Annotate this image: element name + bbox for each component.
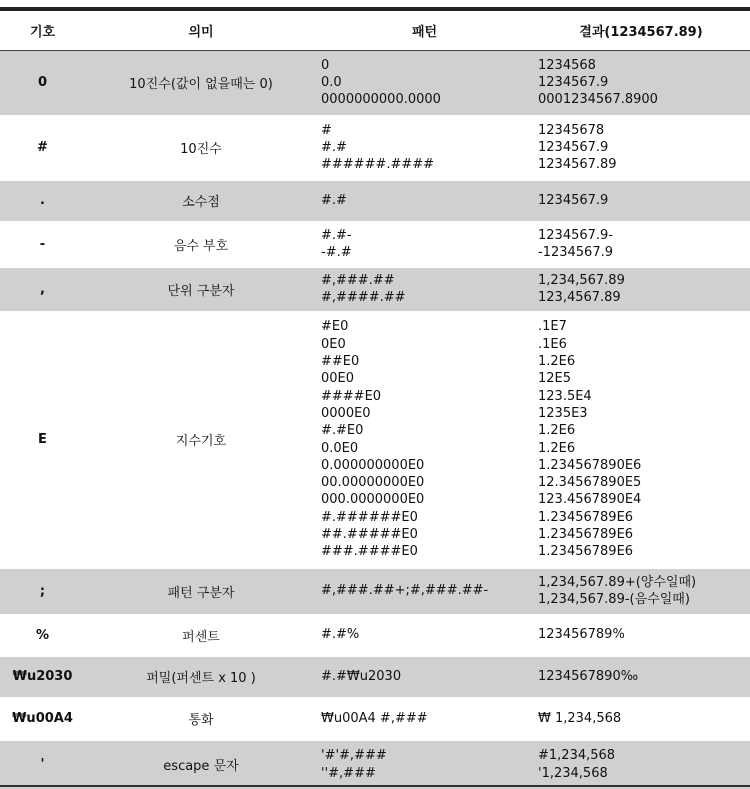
pattern-cell bbox=[317, 116, 532, 180]
result-line: 1,234,567.89 bbox=[538, 272, 625, 288]
table-row bbox=[0, 116, 750, 180]
pattern-line: 0E0 bbox=[321, 336, 346, 352]
pattern-line: ''#,### bbox=[321, 765, 376, 781]
meaning-cell: 10진수 bbox=[85, 116, 317, 180]
table-row bbox=[0, 615, 750, 656]
result-line: 123.4567890E4 bbox=[538, 492, 642, 508]
result-line: 1.2E6 bbox=[538, 423, 576, 439]
result-line: 12345678 bbox=[538, 122, 605, 138]
symbol-cell: ; bbox=[0, 568, 85, 615]
symbol-cell: ₩u2030 bbox=[0, 656, 85, 698]
meaning-cell: 퍼센트 bbox=[85, 615, 317, 656]
result-line: 1,234,567.89+(양수일때) bbox=[538, 574, 697, 590]
pattern-line: ###.####E0 bbox=[321, 544, 418, 560]
table-row bbox=[0, 51, 750, 116]
result-line: 12.34567890E5 bbox=[538, 475, 642, 491]
result-line: 1.23456789E6 bbox=[538, 526, 634, 542]
pattern-line: 0.0E0 bbox=[321, 440, 359, 456]
symbol-cell: 0 bbox=[0, 51, 85, 116]
header-meaning: 의미 bbox=[85, 11, 317, 51]
pattern-line: #.#₩u2030 bbox=[321, 668, 402, 684]
table-row bbox=[0, 312, 750, 568]
table-row bbox=[0, 180, 750, 222]
pattern-line: ####E0 bbox=[321, 388, 382, 404]
header-symbol: 기호 bbox=[0, 11, 85, 51]
symbol-cell: , bbox=[0, 267, 85, 312]
symbol-cell: ₩u00A4 bbox=[0, 698, 85, 740]
pattern-line: 0000E0 bbox=[321, 405, 371, 421]
result-line: 123456789% bbox=[538, 627, 625, 643]
pattern-line: #.# bbox=[321, 139, 347, 155]
result-line: 1,234,567.89-(음수일때) bbox=[538, 592, 690, 607]
result-line: .1E7 bbox=[538, 319, 567, 335]
pattern-line: # bbox=[321, 122, 332, 138]
pattern-line: 0 bbox=[321, 57, 330, 73]
pattern-cell bbox=[317, 698, 532, 740]
symbol-cell: % bbox=[0, 615, 85, 656]
result-line: 1.23456789E6 bbox=[538, 509, 634, 525]
result-line: ₩ 1,234,568 bbox=[538, 710, 622, 726]
pattern-cell bbox=[317, 51, 532, 116]
result-line: 1234568 bbox=[538, 57, 596, 73]
pattern-line: ##.#####E0 bbox=[321, 526, 418, 542]
pattern-cell bbox=[317, 222, 532, 267]
decimal-format-table bbox=[0, 11, 750, 789]
result-line: 1235E3 bbox=[538, 405, 588, 421]
pattern-line: '#'#,### bbox=[321, 748, 387, 764]
table-row bbox=[0, 698, 750, 740]
result-line: 1234567.9 bbox=[538, 75, 609, 91]
result-line: 1234567.89 bbox=[538, 157, 617, 173]
meaning-cell: 소수점 bbox=[85, 180, 317, 222]
meaning-cell: 지수기호 bbox=[85, 312, 317, 568]
meaning-cell: 단위 구분자 bbox=[85, 267, 317, 312]
result-line: 12E5 bbox=[538, 371, 572, 387]
pattern-line: ######.#### bbox=[321, 157, 435, 173]
pattern-line: #.# bbox=[321, 192, 347, 208]
result-line: -1234567.9 bbox=[538, 245, 613, 260]
result-cell bbox=[532, 222, 750, 267]
meaning-cell: escape 문자 bbox=[85, 740, 317, 789]
pattern-cell bbox=[317, 656, 532, 698]
pattern-line: #,###.## bbox=[321, 272, 395, 288]
result-cell bbox=[532, 698, 750, 740]
pattern-line: #,###.##+;#,###.##- bbox=[321, 583, 489, 599]
pattern-line: #,####.## bbox=[321, 290, 406, 305]
result-cell bbox=[532, 267, 750, 312]
table-body bbox=[0, 51, 750, 789]
result-line: 1234567.9 bbox=[538, 139, 609, 155]
pattern-cell bbox=[317, 615, 532, 656]
result-cell bbox=[532, 180, 750, 222]
pattern-cell bbox=[317, 740, 532, 789]
result-line: #1,234,568 bbox=[538, 748, 616, 764]
result-line: 123,4567.89 bbox=[538, 290, 621, 305]
pattern-line: 0000000000.0000 bbox=[321, 92, 441, 108]
table-row bbox=[0, 656, 750, 698]
symbol-cell: ' bbox=[0, 740, 85, 789]
symbol-cell: - bbox=[0, 222, 85, 267]
result-line: .1E6 bbox=[538, 336, 567, 352]
meaning-cell: 패턴 구분자 bbox=[85, 568, 317, 615]
pattern-line: #.#- bbox=[321, 227, 352, 243]
result-line: 1234567890‰ bbox=[538, 668, 639, 684]
pattern-cell bbox=[317, 568, 532, 615]
result-line: 1.2E6 bbox=[538, 440, 576, 456]
pattern-line: #E0 bbox=[321, 319, 349, 335]
table-row bbox=[0, 740, 750, 789]
header-pattern: 패턴 bbox=[317, 11, 532, 51]
result-cell bbox=[532, 740, 750, 789]
pattern-line: 00.00000000E0 bbox=[321, 475, 425, 491]
pattern-line: 0.0 bbox=[321, 75, 342, 91]
result-line: 1234567.9 bbox=[538, 192, 609, 208]
result-line: 1.2E6 bbox=[538, 354, 576, 370]
symbol-cell: # bbox=[0, 116, 85, 180]
meaning-cell: 10진수(값이 없을때는 0) bbox=[85, 51, 317, 116]
pattern-line: ##E0 bbox=[321, 354, 360, 370]
pattern-cell bbox=[317, 180, 532, 222]
result-cell bbox=[532, 568, 750, 615]
pattern-cell bbox=[317, 312, 532, 568]
pattern-line: #.#% bbox=[321, 627, 360, 643]
result-line: 1.234567890E6 bbox=[538, 457, 642, 473]
result-line: 1.23456789E6 bbox=[538, 544, 634, 560]
pattern-line: 0.000000000E0 bbox=[321, 457, 425, 473]
result-cell bbox=[532, 51, 750, 116]
pattern-line: #.######E0 bbox=[321, 509, 418, 525]
pattern-line: -#.# bbox=[321, 245, 352, 260]
meaning-cell: 음수 부호 bbox=[85, 222, 317, 267]
result-cell bbox=[532, 656, 750, 698]
pattern-line: ₩u00A4 #,### bbox=[321, 710, 428, 726]
table-row bbox=[0, 222, 750, 267]
pattern-line: #.#E0 bbox=[321, 423, 364, 439]
result-line: '1,234,568 bbox=[538, 765, 608, 781]
result-line: 123.5E4 bbox=[538, 388, 592, 404]
pattern-cell bbox=[317, 267, 532, 312]
meaning-cell: 통화 bbox=[85, 698, 317, 740]
header-row bbox=[0, 11, 750, 51]
pattern-line: 00E0 bbox=[321, 371, 355, 387]
table-row bbox=[0, 267, 750, 312]
symbol-cell: . bbox=[0, 180, 85, 222]
result-cell bbox=[532, 312, 750, 568]
table-row bbox=[0, 568, 750, 615]
header-result: 결과(1234567.89) bbox=[532, 11, 750, 51]
symbol-cell: E bbox=[0, 312, 85, 568]
result-line: 1234567.9- bbox=[538, 227, 613, 243]
result-cell bbox=[532, 615, 750, 656]
meaning-cell: 퍼밀(퍼센트 x 10 ) bbox=[85, 656, 317, 698]
result-line: 0001234567.8900 bbox=[538, 92, 658, 108]
pattern-line: 000.0000000E0 bbox=[321, 492, 425, 508]
result-cell bbox=[532, 116, 750, 180]
